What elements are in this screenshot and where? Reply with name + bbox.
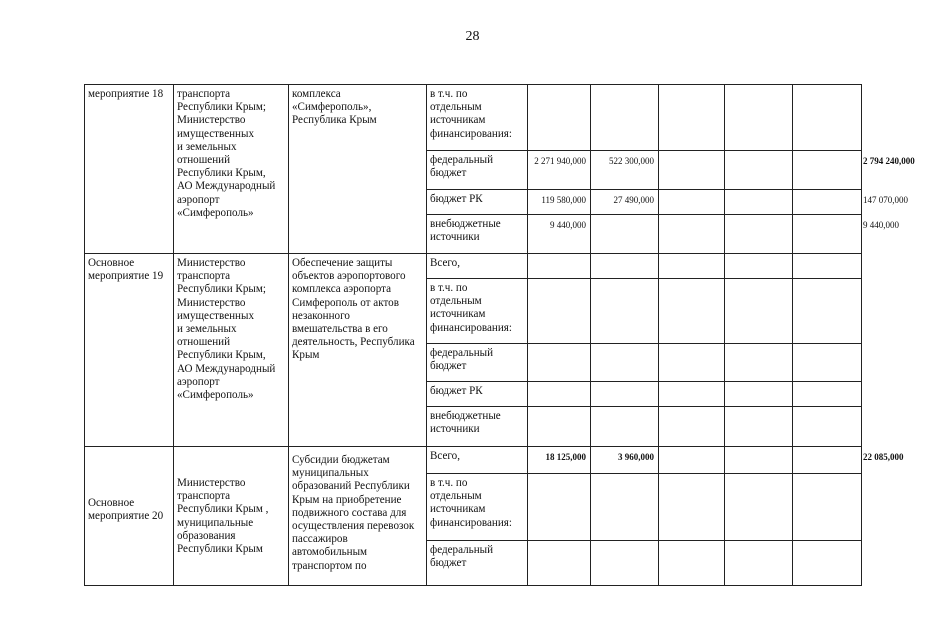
column-border-9: [861, 84, 862, 585]
amount-cell: 522 300,000: [609, 156, 654, 166]
executor-cell: транспорта Республики Крым; Министерство имущественных и земельных отношений Республики Крым, АО Международный аэропорт «Симферополь»: [177, 88, 276, 219]
funding-source-label: бюджет РК: [430, 193, 483, 205]
amount-cell: 147 070,000: [863, 195, 908, 205]
source-separator: [426, 540, 862, 541]
executor-cell: Министерство транспорта Республики Крым , муниципальные образования Республики Крым: [177, 477, 269, 556]
amount-cell: 22 085,000: [863, 452, 904, 462]
source-separator: [426, 150, 862, 151]
column-border-6: [658, 84, 659, 585]
source-separator: [426, 189, 862, 190]
source-separator: [426, 473, 862, 474]
event-name-cell: Основное мероприятие 19: [88, 257, 164, 283]
funding-source-label: в т.ч. по отдельным источникам финансирования:: [430, 88, 512, 140]
source-separator: [426, 406, 862, 407]
source-separator: [426, 381, 862, 382]
funding-source-label: Всего,: [430, 450, 460, 462]
funding-source-label: федеральный бюджет: [430, 347, 494, 373]
source-separator: [426, 214, 862, 215]
amount-cell: 2 271 940,000: [534, 156, 586, 166]
table-top-border: [84, 84, 862, 85]
amount-cell: 119 580,000: [541, 195, 586, 205]
amount-cell: 18 125,000: [545, 452, 586, 462]
group-separator-1: [84, 253, 862, 254]
amount-cell: 9 440,000: [863, 220, 899, 230]
funding-source-label: в т.ч. по отдельным источникам финансирования:: [430, 477, 512, 529]
column-border-4: [527, 84, 528, 585]
column-border-3: [426, 84, 427, 585]
source-separator: [426, 343, 862, 344]
column-border-7: [724, 84, 725, 585]
group-separator-2: [84, 446, 862, 447]
event-name-cell: Основное мероприятие 20: [88, 497, 164, 523]
funding-source-label: бюджет РК: [430, 385, 483, 397]
column-border-8: [792, 84, 793, 585]
funding-source-label: федеральный бюджет: [430, 154, 494, 180]
event-name-cell: мероприятие 18: [88, 88, 164, 100]
source-separator: [426, 278, 862, 279]
column-border-0: [84, 84, 85, 585]
page-number: 28: [465, 29, 480, 44]
funding-source-label: федеральный бюджет: [430, 544, 494, 570]
amount-cell: 3 960,000: [618, 452, 654, 462]
description-cell: комплекса «Симферополь», Республика Крым: [292, 88, 377, 127]
funding-source-label: внебюджетные источники: [430, 218, 501, 244]
table-bottom-border: [84, 585, 862, 586]
amount-cell: 9 440,000: [550, 220, 586, 230]
column-border-1: [173, 84, 174, 585]
funding-source-label: в т.ч. по отдельным источникам финансирования:: [430, 282, 512, 334]
funding-source-label: внебюджетные источники: [430, 410, 501, 436]
column-border-2: [288, 84, 289, 585]
funding-source-label: Всего,: [430, 257, 460, 269]
description-cell: Субсидии бюджетам муниципальных образований Республики Крым на приобретение подвижного состава для осуществления перевозок пассажиров автомобильным транспортом по: [292, 454, 415, 572]
amount-cell: 2 794 240,000: [863, 156, 915, 166]
column-border-5: [590, 84, 591, 585]
executor-cell: Министерство транспорта Республики Крым; Министерство имущественных и земельных отношений Республики Крым, АО Международный аэропорт «Симферополь»: [177, 257, 276, 402]
amount-cell: 27 490,000: [613, 195, 654, 205]
description-cell: Обеспечение защиты объектов аэропортового комплекса аэропорта Симферополь от актов незаконного вмешательства в его деятельность, Республика Крым: [292, 257, 415, 362]
